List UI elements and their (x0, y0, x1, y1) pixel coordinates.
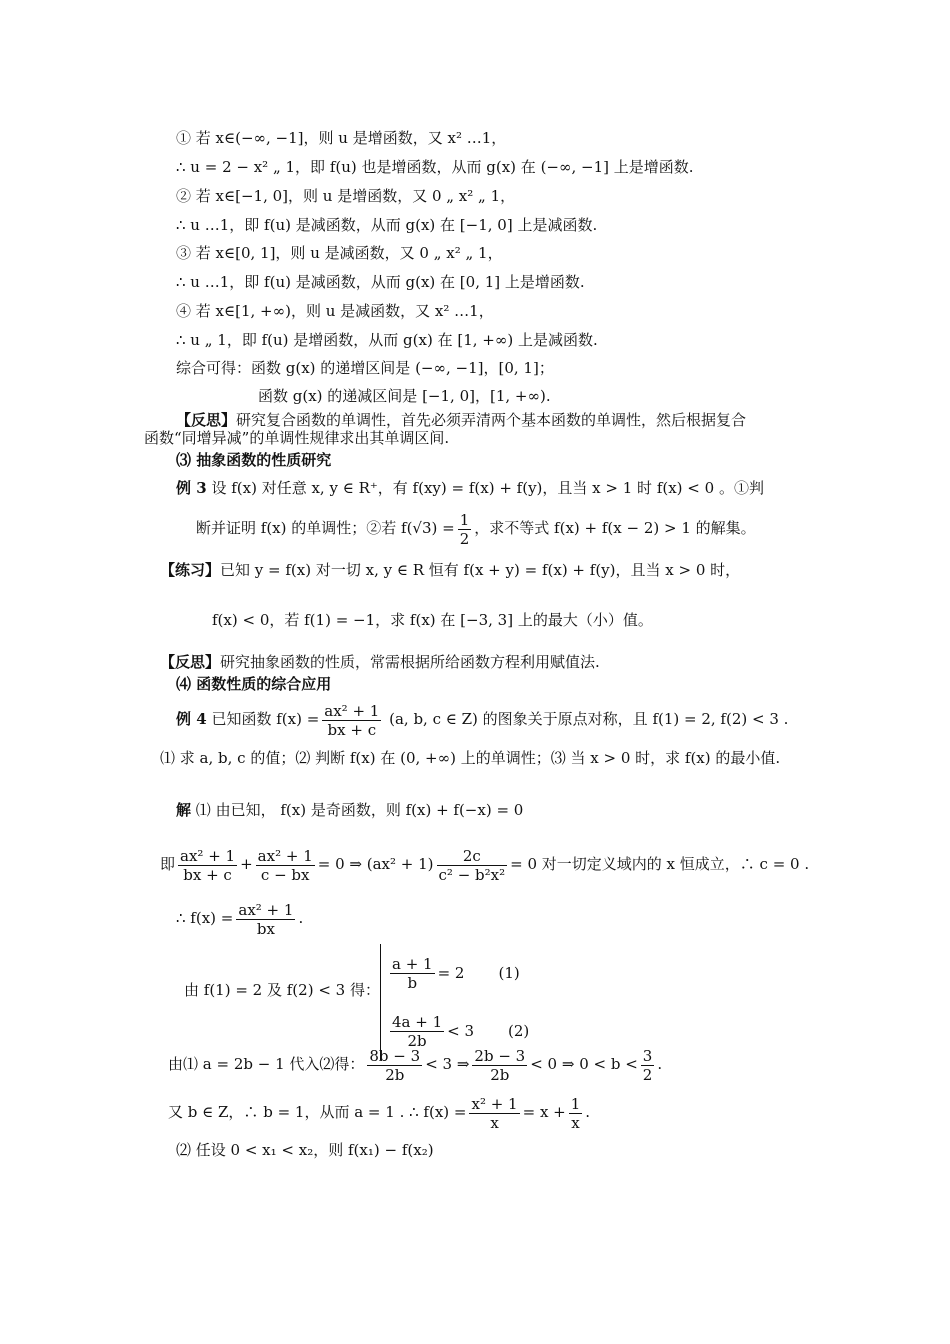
reflection-1-cont: 函数“同增异减”的单调性规律求出其单调区间. (144, 429, 450, 447)
section-3-heading: ⑶ 抽象函数的性质研究 (176, 451, 332, 469)
fraction (458, 511, 472, 548)
solution-line-1 (176, 800, 523, 820)
fraction (236, 901, 295, 938)
solution-label: 解 (176, 801, 192, 819)
fraction-numerator: 2c (437, 847, 508, 866)
equation-tag: (2) (508, 1022, 530, 1040)
fraction-numerator: 8b − 3 (369, 1046, 421, 1065)
case-2-conclusion: ∴ u …1，即 f(u) 是减函数，从而 g(x) 在 [−1, 0] 上是减函数. (176, 216, 598, 234)
fraction-numerator: ax² + 1 (257, 846, 313, 865)
fraction-denominator: c − bx (260, 865, 310, 884)
section-4-heading: ⑷ 函数性质的综合应用 (176, 675, 332, 693)
reflection-2-text: 研究抽象函数的性质，常需根据所给函数方程利用赋值法. (220, 653, 600, 671)
text: 由⑴ a = 2b − 1 代入⑵得： (168, 1055, 365, 1073)
text: . (585, 1103, 591, 1121)
fraction-denominator: 2b (385, 1065, 405, 1084)
text: ∴ f(x) = (176, 909, 234, 927)
fraction-denominator: 2b (407, 1031, 427, 1050)
case-3-line: ③ 若 x∈[0, 1]，则 u 是减函数，又 0 „ x² „ 1， (176, 244, 503, 262)
solution-line-7: ⑵ 任设 0 < x₁ < x₂，则 f(x₁) − f(x₂) (176, 1141, 434, 1159)
reflection-text: 研究复合函数的单调性，首先必须弄清两个基本函数的单调性，然后根据复合 (236, 411, 747, 429)
reflection-1 (176, 410, 746, 430)
text: . (657, 1055, 663, 1073)
fraction-denominator: bx + c (183, 865, 232, 884)
fraction (178, 847, 237, 884)
fraction (256, 847, 315, 884)
example-3-line-1 (176, 478, 764, 498)
case-1-conclusion: ∴ u = 2 − x² „ 1，即 f(u) 也是增函数，从而 g(x) 在 (−∞, −1] 上是增函数. (176, 158, 694, 176)
fraction-numerator: 2b − 3 (474, 1046, 526, 1065)
fraction-denominator: 2 (642, 1065, 653, 1084)
summary-decreasing: 函数 g(x) 的递减区间是 [−1, 0]，[1, +∞). (258, 387, 551, 405)
fraction (367, 1047, 422, 1084)
example-4-text: 已知函数 f(x) = (211, 710, 320, 728)
solution-line-4: 由 f(1) = 2 及 f(2) < 3 得： (184, 981, 380, 999)
solution-line-6 (168, 1090, 590, 1134)
text: = x + (522, 1103, 566, 1121)
fraction-numerator: ax² + 1 (324, 701, 380, 720)
example-3-label: 例 3 (176, 479, 207, 497)
example-3-text: 设 f(x) 对任意 x, y ∈ R⁺，有 f(xy) = f(x) + f(y)，且当 x > 1 时 f(x) < 0 。①判 (211, 479, 764, 497)
case-4-conclusion: ∴ u „ 1，即 f(u) 是增函数，从而 g(x) 在 [1, +∞) 上是减函数. (176, 331, 598, 349)
fraction-denominator: x (490, 1113, 499, 1132)
example-4-line-2: ⑴ 求 a, b, c 的值；⑵ 判断 f(x) 在 (0, +∞) 上的单调性；⑶ 当 x > 0 时，求 f(x) 的最小值. (160, 749, 781, 767)
fraction (569, 1095, 583, 1132)
example-4-text-2: (a, b, c ∈ Z) 的图象关于原点对称，且 f(1) = 2, f(2) < 3 . (384, 710, 789, 728)
fraction-numerator: x² + 1 (471, 1094, 518, 1113)
reflection-2-label: 【反思】 (160, 653, 221, 671)
text: . (298, 909, 304, 927)
fraction-numerator: ax² + 1 (238, 900, 294, 919)
fraction-denominator: b (407, 973, 418, 992)
fraction (437, 847, 508, 884)
fraction-numerator: 1 (459, 510, 470, 529)
solution-text: ⑴ 由已知， f(x) 是奇函数，则 f(x) + f(−x) = 0 (195, 801, 524, 819)
solution-line-3 (176, 896, 303, 940)
example-3-line-2 (196, 506, 756, 550)
example-4-label: 例 4 (176, 710, 207, 728)
reflection-label: 【反思】 (176, 411, 237, 429)
fraction-numerator: ax² + 1 (180, 846, 236, 865)
text: < 3 (447, 1022, 475, 1040)
text: 即 (160, 855, 176, 873)
practice-line-1 (160, 560, 740, 580)
fraction (469, 1095, 519, 1132)
example-3-text-2: 断并证明 f(x) 的单调性；②若 f(√3) = (196, 519, 455, 537)
text: < 0 ⇒ 0 < b < (530, 1055, 638, 1073)
text: = 0 对一切定义域内的 x 恒成立，∴ c = 0 . (510, 855, 810, 873)
fraction (322, 702, 381, 739)
equation-tag: (1) (498, 964, 520, 982)
case-2-line: ② 若 x∈[−1, 0]，则 u 是增函数，又 0 „ x² „ 1， (176, 187, 516, 205)
fraction (472, 1047, 527, 1084)
solution-line-2 (160, 842, 809, 886)
fraction-denominator: x (571, 1113, 580, 1132)
fraction-denominator: 2 (459, 529, 470, 548)
case-4-line: ④ 若 x∈[1, +∞)，则 u 是减函数，又 x² …1， (176, 302, 494, 320)
text: = 2 (437, 964, 465, 982)
case-1-line: ① 若 x∈(−∞, −1]，则 u 是增函数，又 x² …1， (176, 129, 507, 147)
fraction-numerator: 4a + 1 (392, 1012, 443, 1031)
fraction-denominator: c² − b²x² (438, 865, 506, 884)
fraction-denominator: 2b (490, 1065, 510, 1084)
fraction-numerator: a + 1 (392, 954, 433, 973)
text: = 0 ⇒ (ax² + 1) (317, 855, 434, 873)
practice-text: 已知 y = f(x) 对一切 x, y ∈ R 恒有 f(x + y) = f(x) + f(y)，且当 x > 0 时， (220, 561, 741, 579)
example-4-line-1 (176, 697, 788, 741)
fraction (641, 1047, 655, 1084)
summary-increasing: 综合可得：函数 g(x) 的递增区间是 (−∞, −1]，[0, 1]； (176, 359, 554, 377)
text: 又 b ∈ Z，∴ b = 1，从而 a = 1 . ∴ f(x) = (168, 1103, 467, 1121)
text: + (240, 855, 253, 873)
text: < 3 ⇒ (425, 1055, 470, 1073)
solution-line-5 (168, 1042, 662, 1086)
practice-line-2: f(x) < 0，若 f(1) = −1，求 f(x) 在 [−3, 3] 上的最大（小）值。 (212, 611, 653, 629)
equation-1 (387, 944, 529, 1002)
practice-label: 【练习】 (160, 561, 221, 579)
case-3-conclusion: ∴ u …1，即 f(u) 是减函数，从而 g(x) 在 [0, 1] 上是增函数. (176, 273, 585, 291)
fraction-numerator: 1 (570, 1094, 581, 1113)
fraction-denominator: bx + c (327, 720, 377, 739)
reflection-2 (160, 652, 600, 672)
example-3-text-3: ，求不等式 f(x) + f(x − 2) > 1 的解集。 (474, 519, 756, 537)
fraction (390, 955, 435, 992)
fraction-denominator: bx (256, 919, 275, 938)
fraction-numerator: 3 (642, 1046, 653, 1065)
